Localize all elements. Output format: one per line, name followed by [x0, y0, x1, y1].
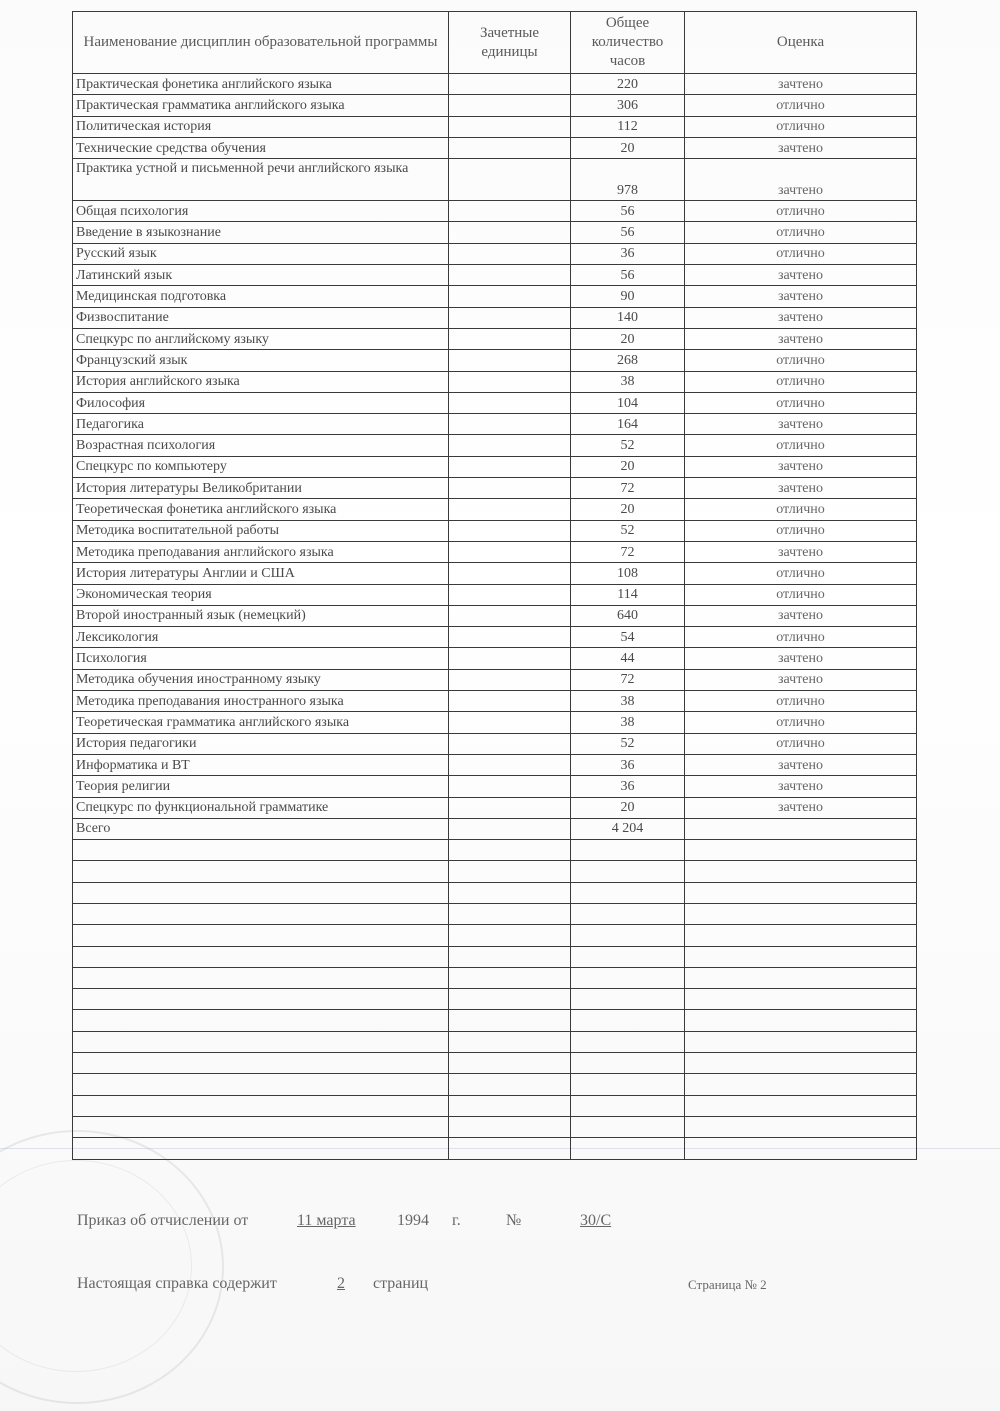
empty-row — [73, 1138, 917, 1159]
empty-cell — [73, 1031, 449, 1052]
hours-cell: 104 — [571, 392, 685, 413]
table-row — [73, 95, 917, 116]
credits-cell — [449, 116, 571, 137]
grade-cell — [685, 818, 917, 839]
empty-cell — [449, 882, 571, 903]
grade-cell: отлично — [685, 201, 917, 222]
grade-cell: зачтено — [685, 307, 917, 328]
hours-cell: 306 — [571, 95, 685, 116]
empty-cell — [73, 1116, 449, 1137]
hours-cell: 56 — [571, 265, 685, 286]
order-label: Приказ об отчислении от — [77, 1212, 249, 1229]
empty-cell — [571, 989, 685, 1010]
hours-cell: 36 — [571, 754, 685, 775]
table-row — [73, 201, 917, 222]
table-row — [73, 669, 917, 690]
credits-cell — [449, 307, 571, 328]
table-row — [73, 584, 917, 605]
hours-cell: 52 — [571, 520, 685, 541]
empty-cell — [685, 1053, 917, 1074]
hours-cell: 140 — [571, 307, 685, 328]
credits-cell — [449, 392, 571, 413]
empty-cell — [571, 925, 685, 946]
credits-cell — [449, 584, 571, 605]
discipline-name: Спецкурс по компьютеру — [73, 456, 449, 477]
empty-cell — [571, 840, 685, 861]
table-row — [73, 286, 917, 307]
credits-cell — [449, 627, 571, 648]
credits-cell — [449, 371, 571, 392]
discipline-name: Латинский язык — [73, 265, 449, 286]
empty-cell — [571, 882, 685, 903]
discipline-name: История литературы Великобритании — [73, 478, 449, 499]
credits-cell — [449, 201, 571, 222]
grade-cell: отлично — [685, 520, 917, 541]
header-grade: Оценка — [685, 12, 917, 74]
credits-cell — [449, 95, 571, 116]
empty-cell — [449, 925, 571, 946]
discipline-name: Философия — [73, 392, 449, 413]
grade-cell: зачтено — [685, 605, 917, 626]
table-row — [73, 605, 917, 626]
hours-cell: 20 — [571, 499, 685, 520]
empty-row — [73, 1074, 917, 1095]
grade-cell: отлично — [685, 627, 917, 648]
header-discipline: Наименование дисциплин образовательной программы — [73, 12, 449, 74]
empty-row — [73, 1053, 917, 1074]
empty-cell — [449, 1095, 571, 1116]
hours-cell: 72 — [571, 669, 685, 690]
discipline-name: Практическая фонетика английского языка — [73, 74, 449, 95]
order-number: 30/С — [580, 1212, 612, 1229]
grade-cell: зачтено — [685, 797, 917, 818]
empty-cell — [449, 946, 571, 967]
discipline-name: Общая психология — [73, 201, 449, 222]
empty-cell — [571, 1095, 685, 1116]
discipline-name: Лексикология — [73, 627, 449, 648]
discipline-name: Методика обучения иностранному языку — [73, 669, 449, 690]
table-row — [73, 371, 917, 392]
grade-cell: отлично — [685, 116, 917, 137]
pages-label: Настоящая справка содержит — [77, 1275, 277, 1292]
empty-cell — [685, 903, 917, 924]
credits-cell — [449, 222, 571, 243]
grade-cell: отлично — [685, 95, 917, 116]
credits-cell — [449, 159, 571, 201]
hours-cell: 20 — [571, 328, 685, 349]
discipline-name: Спецкурс по функциональной грамматике — [73, 797, 449, 818]
grade-cell: зачтено — [685, 137, 917, 158]
grade-cell: зачтено — [685, 478, 917, 499]
table-row — [73, 74, 917, 95]
grade-cell: отлично — [685, 350, 917, 371]
order-year: 1994 — [397, 1212, 429, 1229]
grade-cell: зачтено — [685, 74, 917, 95]
credits-cell — [449, 137, 571, 158]
year-suffix: г. — [452, 1212, 461, 1229]
order-date: 11 марта — [297, 1212, 356, 1229]
table-row — [73, 478, 917, 499]
credits-cell — [449, 478, 571, 499]
hours-cell: 978 — [571, 159, 685, 201]
credits-cell — [449, 648, 571, 669]
empty-cell — [73, 861, 449, 882]
hours-cell: 640 — [571, 605, 685, 626]
empty-cell — [685, 861, 917, 882]
empty-cell — [449, 903, 571, 924]
discipline-name: Второй иностранный язык (немецкий) — [73, 605, 449, 626]
empty-cell — [449, 1138, 571, 1159]
empty-cell — [685, 1031, 917, 1052]
empty-cell — [571, 1010, 685, 1031]
empty-cell — [73, 1138, 449, 1159]
credits-cell — [449, 414, 571, 435]
empty-row — [73, 967, 917, 988]
hours-cell: 20 — [571, 797, 685, 818]
discipline-name: Спецкурс по английскому языку — [73, 328, 449, 349]
empty-row — [73, 1095, 917, 1116]
table-row — [73, 648, 917, 669]
empty-cell — [449, 1116, 571, 1137]
header-hours: Общее количество часов — [571, 12, 685, 74]
hours-cell: 20 — [571, 137, 685, 158]
empty-cell — [571, 967, 685, 988]
grade-cell: отлично — [685, 435, 917, 456]
empty-row — [73, 861, 917, 882]
empty-cell — [571, 903, 685, 924]
hours-cell: 90 — [571, 286, 685, 307]
empty-cell — [685, 967, 917, 988]
empty-cell — [73, 882, 449, 903]
discipline-name: Методика преподавания иностранного языка — [73, 691, 449, 712]
hours-cell: 72 — [571, 541, 685, 562]
empty-row — [73, 925, 917, 946]
discipline-name: Возрастная психология — [73, 435, 449, 456]
discipline-name: История английского языка — [73, 371, 449, 392]
grade-cell: зачтено — [685, 159, 917, 201]
grade-cell: зачтено — [685, 414, 917, 435]
hours-cell: 38 — [571, 691, 685, 712]
table-row — [73, 350, 917, 371]
empty-cell — [73, 840, 449, 861]
empty-cell — [449, 1031, 571, 1052]
hours-cell: 38 — [571, 371, 685, 392]
grade-cell: отлично — [685, 712, 917, 733]
empty-cell — [73, 1010, 449, 1031]
hours-cell: 44 — [571, 648, 685, 669]
table-row — [73, 137, 917, 158]
hours-cell: 112 — [571, 116, 685, 137]
grade-cell: зачтено — [685, 776, 917, 797]
table-header-row — [73, 12, 917, 74]
grade-cell: отлично — [685, 584, 917, 605]
grade-cell: зачтено — [685, 648, 917, 669]
hours-cell: 56 — [571, 201, 685, 222]
page-number-label: Страница № 2 — [688, 1277, 767, 1292]
hours-cell: 52 — [571, 733, 685, 754]
empty-cell — [685, 989, 917, 1010]
hours-cell: 108 — [571, 563, 685, 584]
grade-cell: отлично — [685, 499, 917, 520]
table-row — [73, 328, 917, 349]
grade-cell: зачтено — [685, 456, 917, 477]
table-row — [73, 116, 917, 137]
credits-cell — [449, 818, 571, 839]
empty-row — [73, 1010, 917, 1031]
grade-cell: отлично — [685, 563, 917, 584]
grade-cell: отлично — [685, 222, 917, 243]
hours-cell: 220 — [571, 74, 685, 95]
table-row — [73, 499, 917, 520]
empty-cell — [73, 925, 449, 946]
empty-cell — [571, 946, 685, 967]
credits-cell — [449, 74, 571, 95]
pages-word: страниц — [373, 1275, 429, 1292]
empty-row — [73, 882, 917, 903]
discipline-name: Русский язык — [73, 243, 449, 264]
hours-cell: 268 — [571, 350, 685, 371]
grades-table — [72, 11, 917, 1160]
discipline-name: Введение в языкознание — [73, 222, 449, 243]
discipline-name: Психология — [73, 648, 449, 669]
table-row — [73, 776, 917, 797]
credits-cell — [449, 541, 571, 562]
number-sign: № — [506, 1212, 522, 1229]
grade-cell: зачтено — [685, 328, 917, 349]
credits-cell — [449, 350, 571, 371]
grade-cell: отлично — [685, 371, 917, 392]
empty-cell — [449, 989, 571, 1010]
empty-cell — [685, 1116, 917, 1137]
empty-cell — [685, 925, 917, 946]
credits-cell — [449, 286, 571, 307]
discipline-name: Медицинская подготовка — [73, 286, 449, 307]
empty-cell — [571, 1053, 685, 1074]
empty-cell — [685, 946, 917, 967]
empty-row — [73, 1031, 917, 1052]
credits-cell — [449, 776, 571, 797]
empty-cell — [449, 967, 571, 988]
table-row — [73, 243, 917, 264]
table-row — [73, 456, 917, 477]
empty-cell — [571, 1031, 685, 1052]
grade-cell: отлично — [685, 691, 917, 712]
table-row — [73, 691, 917, 712]
discipline-name: Теоретическая грамматика английского языка — [73, 712, 449, 733]
credits-cell — [449, 328, 571, 349]
grade-cell: отлично — [685, 243, 917, 264]
hours-cell: 38 — [571, 712, 685, 733]
grade-cell: отлично — [685, 733, 917, 754]
table-row — [73, 541, 917, 562]
empty-cell — [571, 861, 685, 882]
empty-cell — [449, 1074, 571, 1095]
empty-cell — [685, 1074, 917, 1095]
credits-cell — [449, 605, 571, 626]
table-row — [73, 563, 917, 584]
discipline-name: Практическая грамматика английского языка — [73, 95, 449, 116]
table-row — [73, 754, 917, 775]
pages-count: 2 — [337, 1275, 345, 1292]
table-row — [73, 222, 917, 243]
discipline-name: Политическая история — [73, 116, 449, 137]
credits-cell — [449, 797, 571, 818]
empty-cell — [685, 1010, 917, 1031]
discipline-name: Физвоспитание — [73, 307, 449, 328]
credits-cell — [449, 669, 571, 690]
empty-cell — [73, 1074, 449, 1095]
credits-cell — [449, 456, 571, 477]
grade-cell: зачтено — [685, 265, 917, 286]
empty-cell — [73, 946, 449, 967]
discipline-name: Теоретическая фонетика английского языка — [73, 499, 449, 520]
empty-cell — [571, 1116, 685, 1137]
hours-cell: 52 — [571, 435, 685, 456]
credits-cell — [449, 520, 571, 541]
credits-cell — [449, 435, 571, 456]
table-row — [73, 797, 917, 818]
credits-cell — [449, 265, 571, 286]
discipline-name: Практика устной и письменной речи английского языка — [73, 159, 449, 201]
grade-cell: зачтено — [685, 541, 917, 562]
hours-cell: 36 — [571, 776, 685, 797]
empty-cell — [449, 840, 571, 861]
empty-row — [73, 946, 917, 967]
grade-cell: зачтено — [685, 754, 917, 775]
discipline-name: Французский язык — [73, 350, 449, 371]
discipline-name: Теория религии — [73, 776, 449, 797]
order-line — [77, 1212, 248, 1230]
header-credits: Зачетные единицы — [449, 12, 571, 74]
empty-cell — [685, 1095, 917, 1116]
table-row — [73, 265, 917, 286]
hours-cell: 20 — [571, 456, 685, 477]
empty-cell — [73, 1053, 449, 1074]
empty-cell — [571, 1138, 685, 1159]
table-row — [73, 733, 917, 754]
table-row — [73, 712, 917, 733]
hours-cell: 114 — [571, 584, 685, 605]
discipline-name: Экономическая теория — [73, 584, 449, 605]
empty-row — [73, 989, 917, 1010]
empty-cell — [685, 1138, 917, 1159]
grade-cell: зачтено — [685, 286, 917, 307]
total-hours: 4 204 — [571, 818, 685, 839]
credits-cell — [449, 499, 571, 520]
discipline-name: Педагогика — [73, 414, 449, 435]
credits-cell — [449, 563, 571, 584]
hours-cell: 56 — [571, 222, 685, 243]
hours-cell: 36 — [571, 243, 685, 264]
empty-cell — [73, 903, 449, 924]
hours-cell: 72 — [571, 478, 685, 499]
grade-cell: зачтено — [685, 669, 917, 690]
table-row — [73, 627, 917, 648]
empty-row — [73, 1116, 917, 1137]
credits-cell — [449, 733, 571, 754]
total-label: Всего — [73, 818, 449, 839]
discipline-name: Методика воспитательной работы — [73, 520, 449, 541]
table-row — [73, 520, 917, 541]
hours-cell: 164 — [571, 414, 685, 435]
table-row — [73, 159, 917, 201]
credits-cell — [449, 754, 571, 775]
empty-row — [73, 840, 917, 861]
empty-cell — [449, 1010, 571, 1031]
empty-cell — [73, 989, 449, 1010]
empty-cell — [73, 967, 449, 988]
empty-cell — [73, 1095, 449, 1116]
discipline-name: История литературы Англии и США — [73, 563, 449, 584]
discipline-name: Методика преподавания английского языка — [73, 541, 449, 562]
table-row — [73, 435, 917, 456]
empty-cell — [449, 1053, 571, 1074]
table-row — [73, 414, 917, 435]
empty-cell — [685, 882, 917, 903]
empty-cell — [685, 840, 917, 861]
empty-row — [73, 903, 917, 924]
discipline-name: Информатика и ВТ — [73, 754, 449, 775]
table-row — [73, 392, 917, 413]
discipline-name: Технические средства обучения — [73, 137, 449, 158]
grade-cell: отлично — [685, 392, 917, 413]
credits-cell — [449, 691, 571, 712]
credits-cell — [449, 712, 571, 733]
discipline-name: История педагогики — [73, 733, 449, 754]
credits-cell — [449, 243, 571, 264]
empty-cell — [449, 861, 571, 882]
empty-cell — [571, 1074, 685, 1095]
total-row — [73, 818, 917, 839]
hours-cell: 54 — [571, 627, 685, 648]
table-row — [73, 307, 917, 328]
